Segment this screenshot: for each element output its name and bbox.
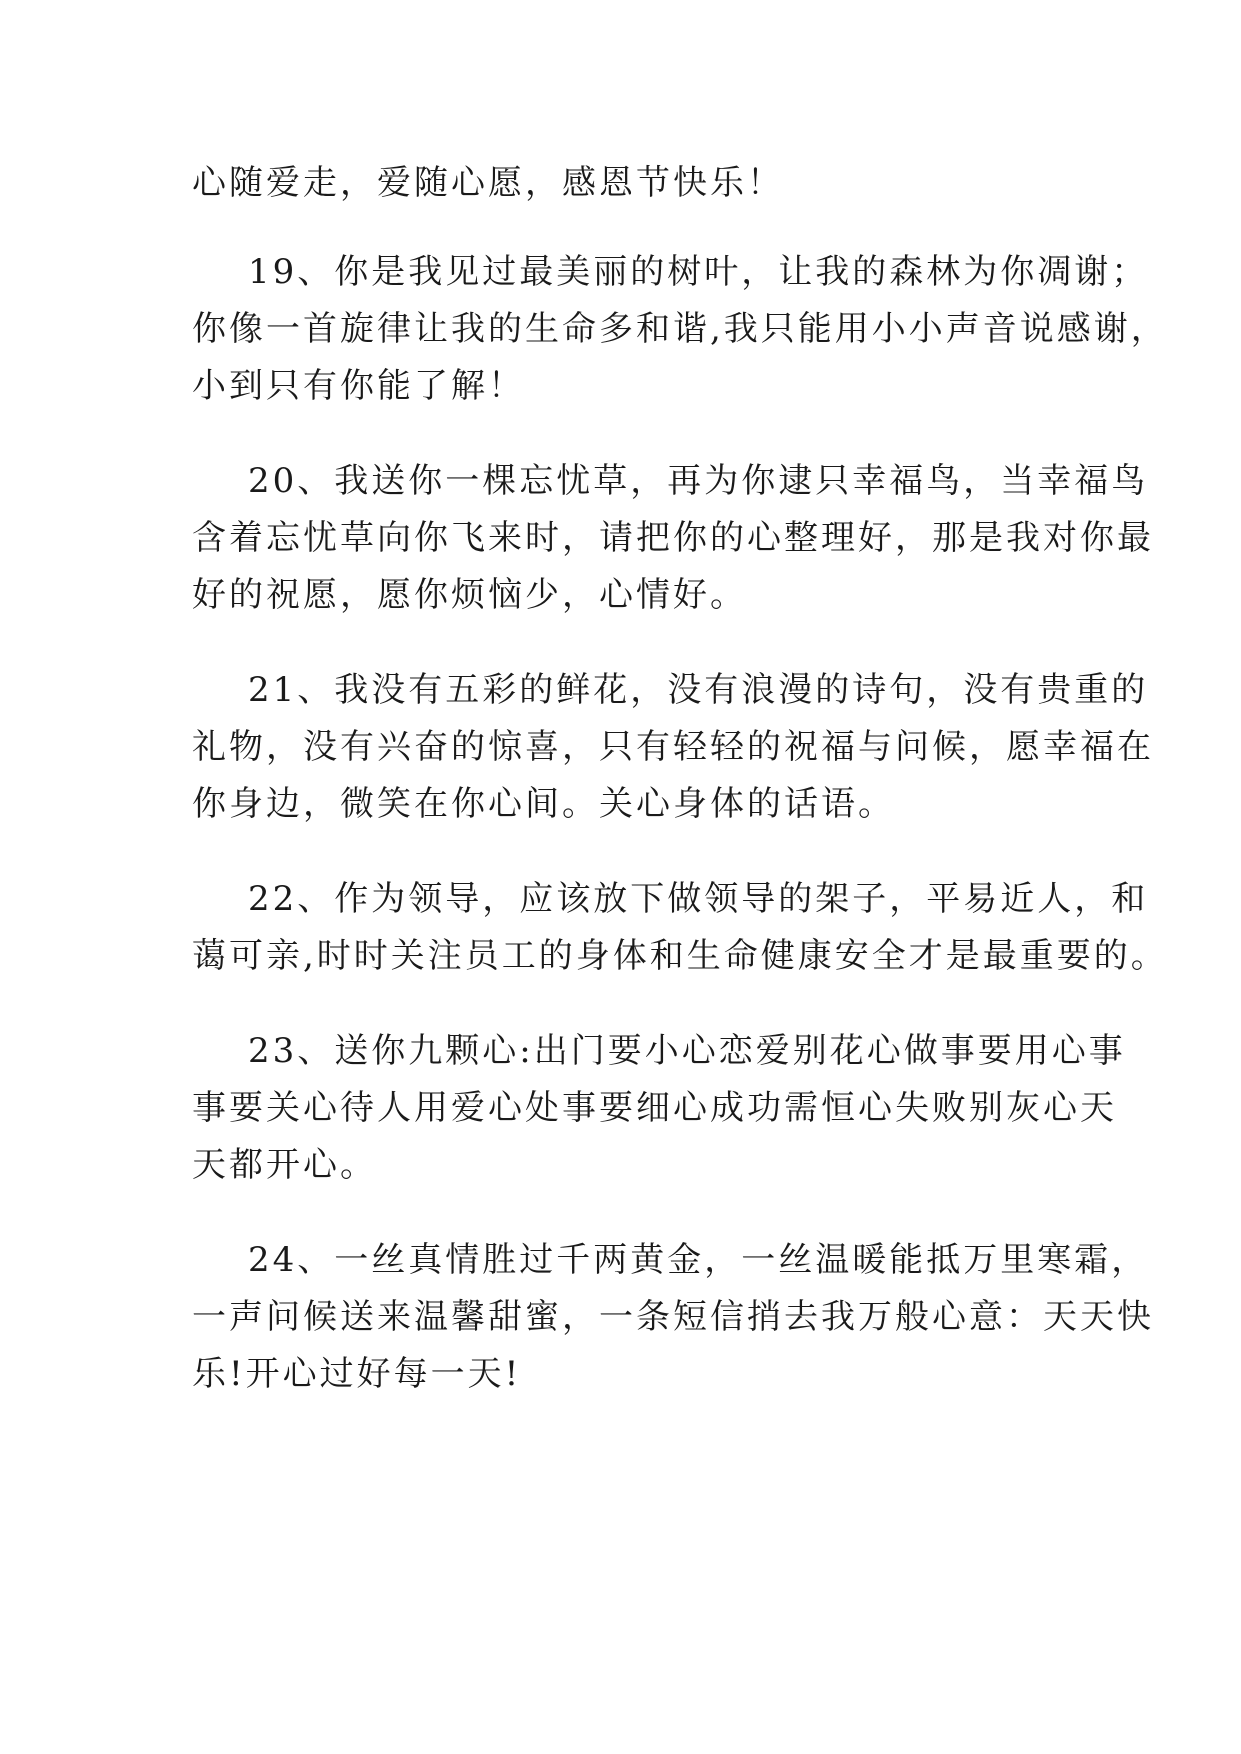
paragraph-line: 22、作为领导，应该放下做领导的架子，平易近人，和 [248, 879, 1149, 919]
paragraph-line: 小到只有你能了解！ [192, 366, 525, 406]
paragraph-line: 天都开心。 [192, 1145, 377, 1185]
paragraph-line: 礼物，没有兴奋的惊喜，只有轻轻的祝福与问候，愿幸福在 [192, 727, 1154, 767]
paragraph-line: 好的祝愿，愿你烦恼少，心情好。 [192, 575, 747, 615]
paragraph-line: 一声问候送来温馨甜蜜，一条短信捎去我万般心意：天天快 [192, 1297, 1154, 1337]
paragraph-line: 心随爱走，爱随心愿，感恩节快乐！ [192, 163, 784, 203]
paragraph-line: 你像一首旋律让我的生命多和谐,我只能用小小声音说感谢， [192, 309, 1168, 349]
paragraph-line: 蔼可亲,时时关注员工的身体和生命健康安全才是最重要的。 [192, 936, 1168, 976]
paragraph-line: 19、你是我见过最美丽的树叶，让我的森林为你凋谢； [248, 252, 1149, 292]
paragraph-line: 你身边，微笑在你心间。关心身体的话语。 [192, 784, 895, 824]
paragraph-line: 21、我没有五彩的鲜花，没有浪漫的诗句，没有贵重的 [248, 670, 1149, 710]
paragraph-line: 含着忘忧草向你飞来时，请把你的心整理好，那是我对你最 [192, 518, 1154, 558]
paragraph-line: 24、一丝真情胜过千两黄金，一丝温暖能抵万里寒霜， [248, 1240, 1149, 1280]
paragraph-line: 20、我送你一棵忘忧草，再为你逮只幸福鸟，当幸福鸟 [248, 461, 1149, 501]
paragraph-line: 事要关心待人用爱心处事要细心成功需恒心失败别灰心天 [192, 1088, 1117, 1128]
paragraph-line: 乐!开心过好每一天! [192, 1354, 522, 1394]
paragraph-line: 23、送你九颗心:出门要小心恋爱别花心做事要用心事 [248, 1031, 1126, 1071]
